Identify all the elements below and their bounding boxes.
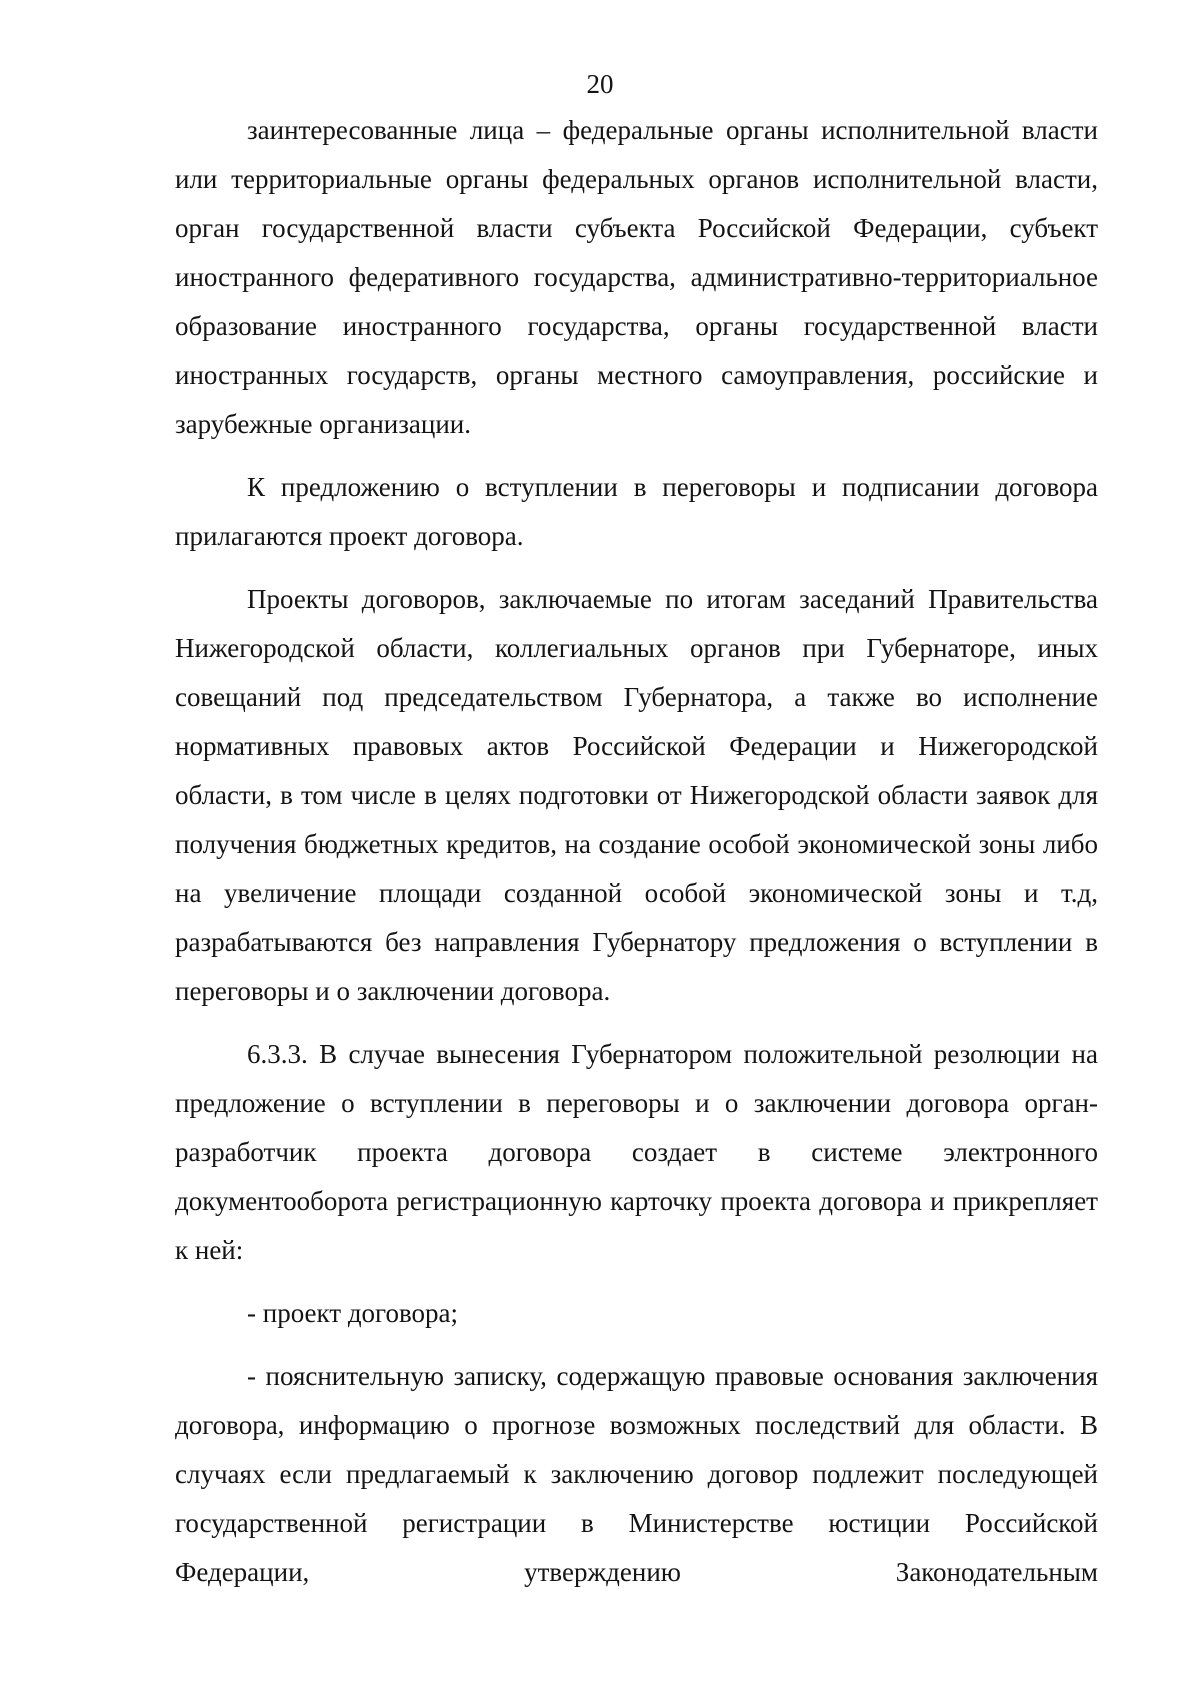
paragraph-draft-contracts: Проекты договоров, заключаемые по итогам заседаний Правительства Нижегородской области, коллегиальных органов при Губернаторе, иных совещаний под председательством Губернатора, а также во исполнение нормативных правовых актов Российской Федерации и Нижегородской области, в том числе в целях подготовки от Нижегородской области заявок для получения бюджетных кредитов, на создание особой экономической зоны либо на увеличение площади созданной особой экономической зоны и т.д, разрабатываются без направления Губернатору предложения о вступлении в переговоры и о заключении договора.	[175, 584, 1098, 1006]
document-body	[175, 106, 1098, 1597]
paragraph-interested-parties: заинтересованные лица – федеральные органы исполнительной власти или территориальные органы федеральных органов исполнительной власти, орган государственной власти субъекта Российской Федерации, субъект иностранного федеративного государства, административно-территориальное образование иностранного государства, органы государственной власти иностранных государств, органы местного самоуправления, российские и зарубежные организации.	[175, 115, 1098, 439]
paragraph-section-6-3-3: 6.3.3. В случае вынесения Губернатором положительной резолюции на предложение о вступлении в переговоры и о заключении договора орган-разработчик проекта договора создает в системе электронного документооборота регистрационную карточку проекта договора и прикрепляет к ней:	[175, 1039, 1098, 1265]
list-item-explanatory-note: - пояснительную записку, содержащую правовые основания заключения договора, информацию о прогнозе возможных последствий для области. В случаях если предлагаемый к заключению договор подлежит последующей государственной регистрации в Министерстве юстиции Российской Федерации, утверждению Законодательным	[175, 1361, 1098, 1587]
page-number: 20	[586, 69, 614, 99]
paragraph-attachments: К предложению о вступлении в переговоры и подписании договора прилагаются проект договора.	[175, 472, 1098, 551]
list-item-draft-contract: - проект договора;	[247, 1298, 459, 1328]
